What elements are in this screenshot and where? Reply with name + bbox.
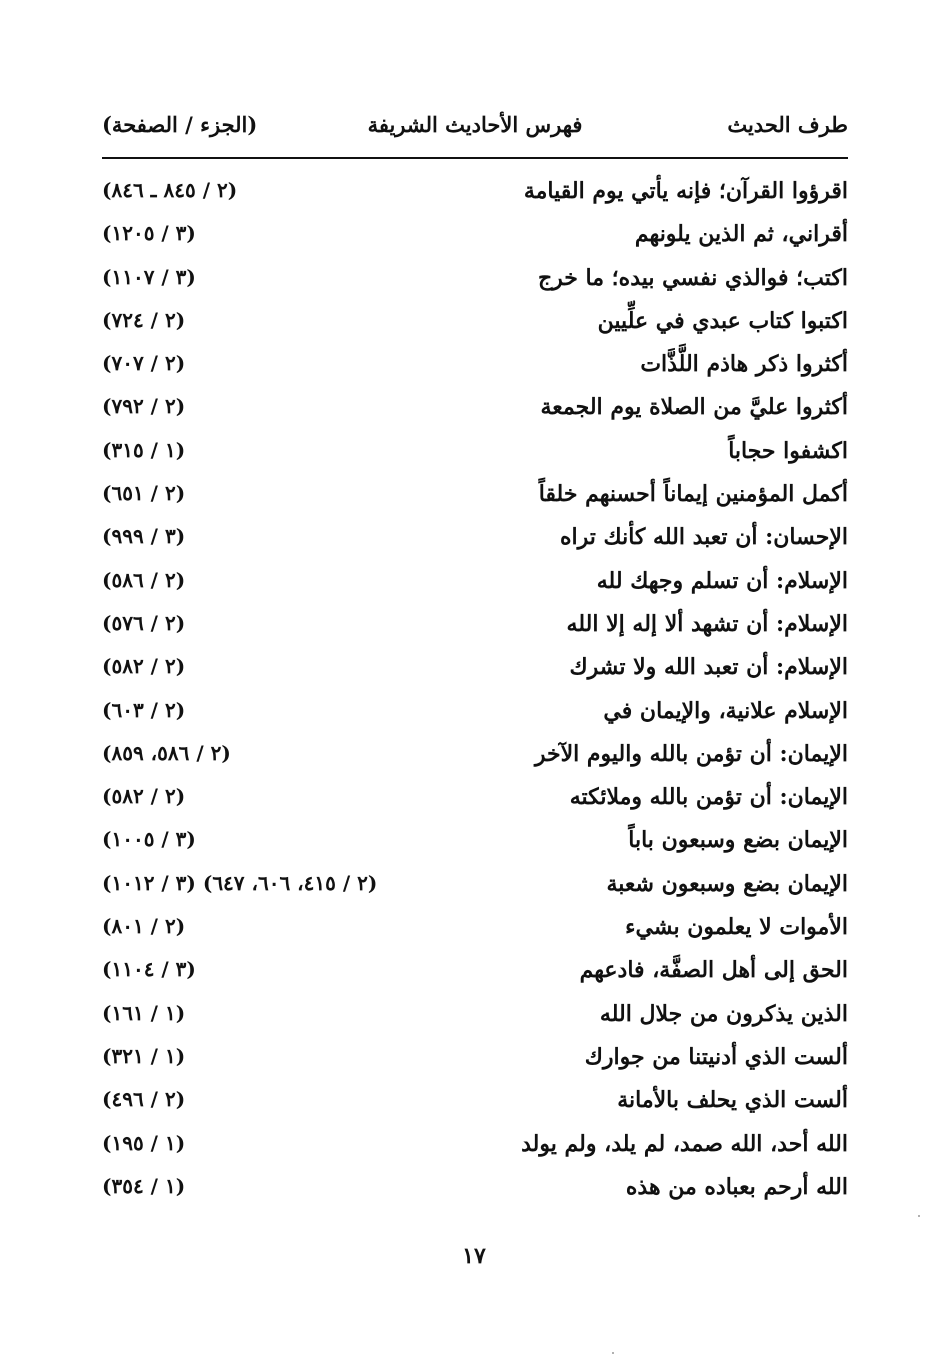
volume-page-reference: (٢ / ٧٢٤) <box>102 307 186 332</box>
hadith-incipit: الإيمان: أن تؤمن بالله وملائكته <box>569 784 848 811</box>
index-row <box>102 345 848 388</box>
volume-page-reference: (١ / ٣١٥) <box>102 437 186 462</box>
volume-page-reference: (٢ / ٧٠٧) <box>102 351 186 376</box>
hadith-incipit: الإيمان: أن تؤمن بالله واليوم الآخر <box>534 740 848 767</box>
header-divider <box>102 157 848 159</box>
scan-speck <box>918 1215 920 1217</box>
hadith-incipit: الإسلام علانية، والإيمان في <box>603 697 848 724</box>
volume-page-reference: (٢ / ٦٥١) <box>102 481 186 506</box>
hadith-incipit: الإيمان بضع وسبعون شعبة <box>606 870 848 897</box>
header-column-hadith: طرف الحديث <box>727 112 848 137</box>
hadith-incipit: أكثروا عليَّ من الصلاة يوم الجمعة <box>540 394 848 421</box>
index-row <box>102 692 848 735</box>
hadith-incipit: ألست الذي يحلف بالأمانة <box>617 1087 848 1114</box>
hadith-incipit: أقراني، ثم الذين يلونهم <box>634 221 848 248</box>
page-number: ١٧ <box>462 1243 486 1269</box>
volume-page-reference: (٢ / ٥٨٦) <box>102 567 186 592</box>
volume-page-reference: (٢ / ٥٨٢) <box>102 784 186 809</box>
volume-page-reference: (٣ / ١٢٠٥) <box>102 221 196 246</box>
index-row <box>102 865 848 908</box>
volume-page-reference: (٢ / ٨٠١) <box>102 914 186 939</box>
index-row <box>102 605 848 648</box>
index-row <box>102 302 848 345</box>
index-row <box>102 778 848 821</box>
hadith-incipit: الله أرحم بعباده من هذه <box>625 1173 848 1200</box>
index-row <box>102 259 848 302</box>
index-row <box>102 432 848 475</box>
index-row <box>102 172 848 215</box>
index-row <box>102 951 848 994</box>
hadith-incipit: الله أحد، الله صمد، لم يلد، ولم يولد <box>521 1130 848 1157</box>
hadith-incipit: الإحسان: أن تعبد الله كأنك تراه <box>560 524 848 551</box>
volume-page-reference: (٢ / ٦٠٣) <box>102 697 186 722</box>
volume-page-reference: (٢ / ٨٤٥ ـ ٨٤٦) <box>102 178 238 202</box>
volume-page-reference: (٢ / ٧٩٢) <box>102 394 186 419</box>
hadith-incipit: الإسلام: أن تشهد ألا إله إلا الله <box>566 610 848 637</box>
index-row <box>102 995 848 1038</box>
hadith-incipit: اكشفوا حجاباً <box>728 437 848 464</box>
index-row <box>102 1168 848 1211</box>
index-row <box>102 475 848 518</box>
index-row <box>102 735 848 778</box>
volume-page-reference: (٣ / ١١٠٤) <box>102 957 196 982</box>
header-column-reference: (الجزء / الصفحة) <box>102 112 258 137</box>
volume-page-reference: (٢ / ٤١٥، ٦٠٦، ٦٤٧) (٣ / ١٠١٢) <box>102 870 378 895</box>
index-row <box>102 1125 848 1168</box>
index-row <box>102 648 848 691</box>
volume-page-reference: (٣ / ١٠٠٥) <box>102 827 196 852</box>
header-title: فهرس الأحاديث الشريفة <box>367 112 583 137</box>
hadith-incipit: اكتب؛ فوالذي نفسي بيده؛ ما خرج <box>537 264 848 291</box>
volume-page-reference: (٣ / ١١٠٧) <box>102 264 196 289</box>
volume-page-reference: (٢ / ٥٨٦، ٨٥٩) <box>102 740 231 765</box>
scan-speck <box>612 1352 614 1354</box>
hadith-incipit: الأموات لا يعلمون بشيء <box>625 914 848 941</box>
hadith-incipit: الإسلام: أن تسلم وجهك لله <box>596 567 848 594</box>
index-row <box>102 1081 848 1124</box>
index-row <box>102 1038 848 1081</box>
running-header <box>102 112 848 152</box>
index-list <box>102 172 848 1211</box>
hadith-incipit: الإسلام: أن تعبد الله ولا تشرك <box>569 654 848 681</box>
volume-page-reference: (١ / ١٩٥) <box>102 1130 186 1155</box>
index-row <box>102 215 848 258</box>
hadith-incipit: الذين يذكرون من جلال الله <box>599 1000 848 1027</box>
index-row <box>102 562 848 605</box>
index-row <box>102 821 848 864</box>
hadith-incipit: اكتبوا كتاب عبدي في علِّيين <box>597 307 848 334</box>
volume-page-reference: (٢ / ٥٧٦) <box>102 610 186 635</box>
volume-page-reference: (٢ / ٥٨٢) <box>102 654 186 679</box>
hadith-incipit: اقرؤوا القرآن؛ فإنه يأتي يوم القيامة <box>523 178 848 204</box>
hadith-incipit: الإيمان بضع وسبعون باباً <box>628 827 848 854</box>
index-row <box>102 518 848 561</box>
volume-page-reference: (١ / ٣٢١) <box>102 1043 186 1068</box>
hadith-incipit: ألست الذي أدنيتنا من جوارك <box>584 1043 848 1070</box>
volume-page-reference: (١ / ٣٥٤) <box>102 1173 186 1198</box>
volume-page-reference: (٢ / ٤٩٦) <box>102 1087 186 1112</box>
hadith-incipit: أكمل المؤمنين إيماناً أحسنهم خلقاً <box>538 481 848 508</box>
hadith-incipit: أكثروا ذكر هاذم اللَّذَّات <box>640 351 848 378</box>
hadith-incipit: الحق إلى أهل الصفَّة، فادعهم <box>579 957 848 984</box>
index-row <box>102 388 848 431</box>
index-row <box>102 908 848 951</box>
volume-page-reference: (٣ / ٩٩٩) <box>102 524 186 549</box>
volume-page-reference: (١ / ١٦١) <box>102 1000 186 1025</box>
